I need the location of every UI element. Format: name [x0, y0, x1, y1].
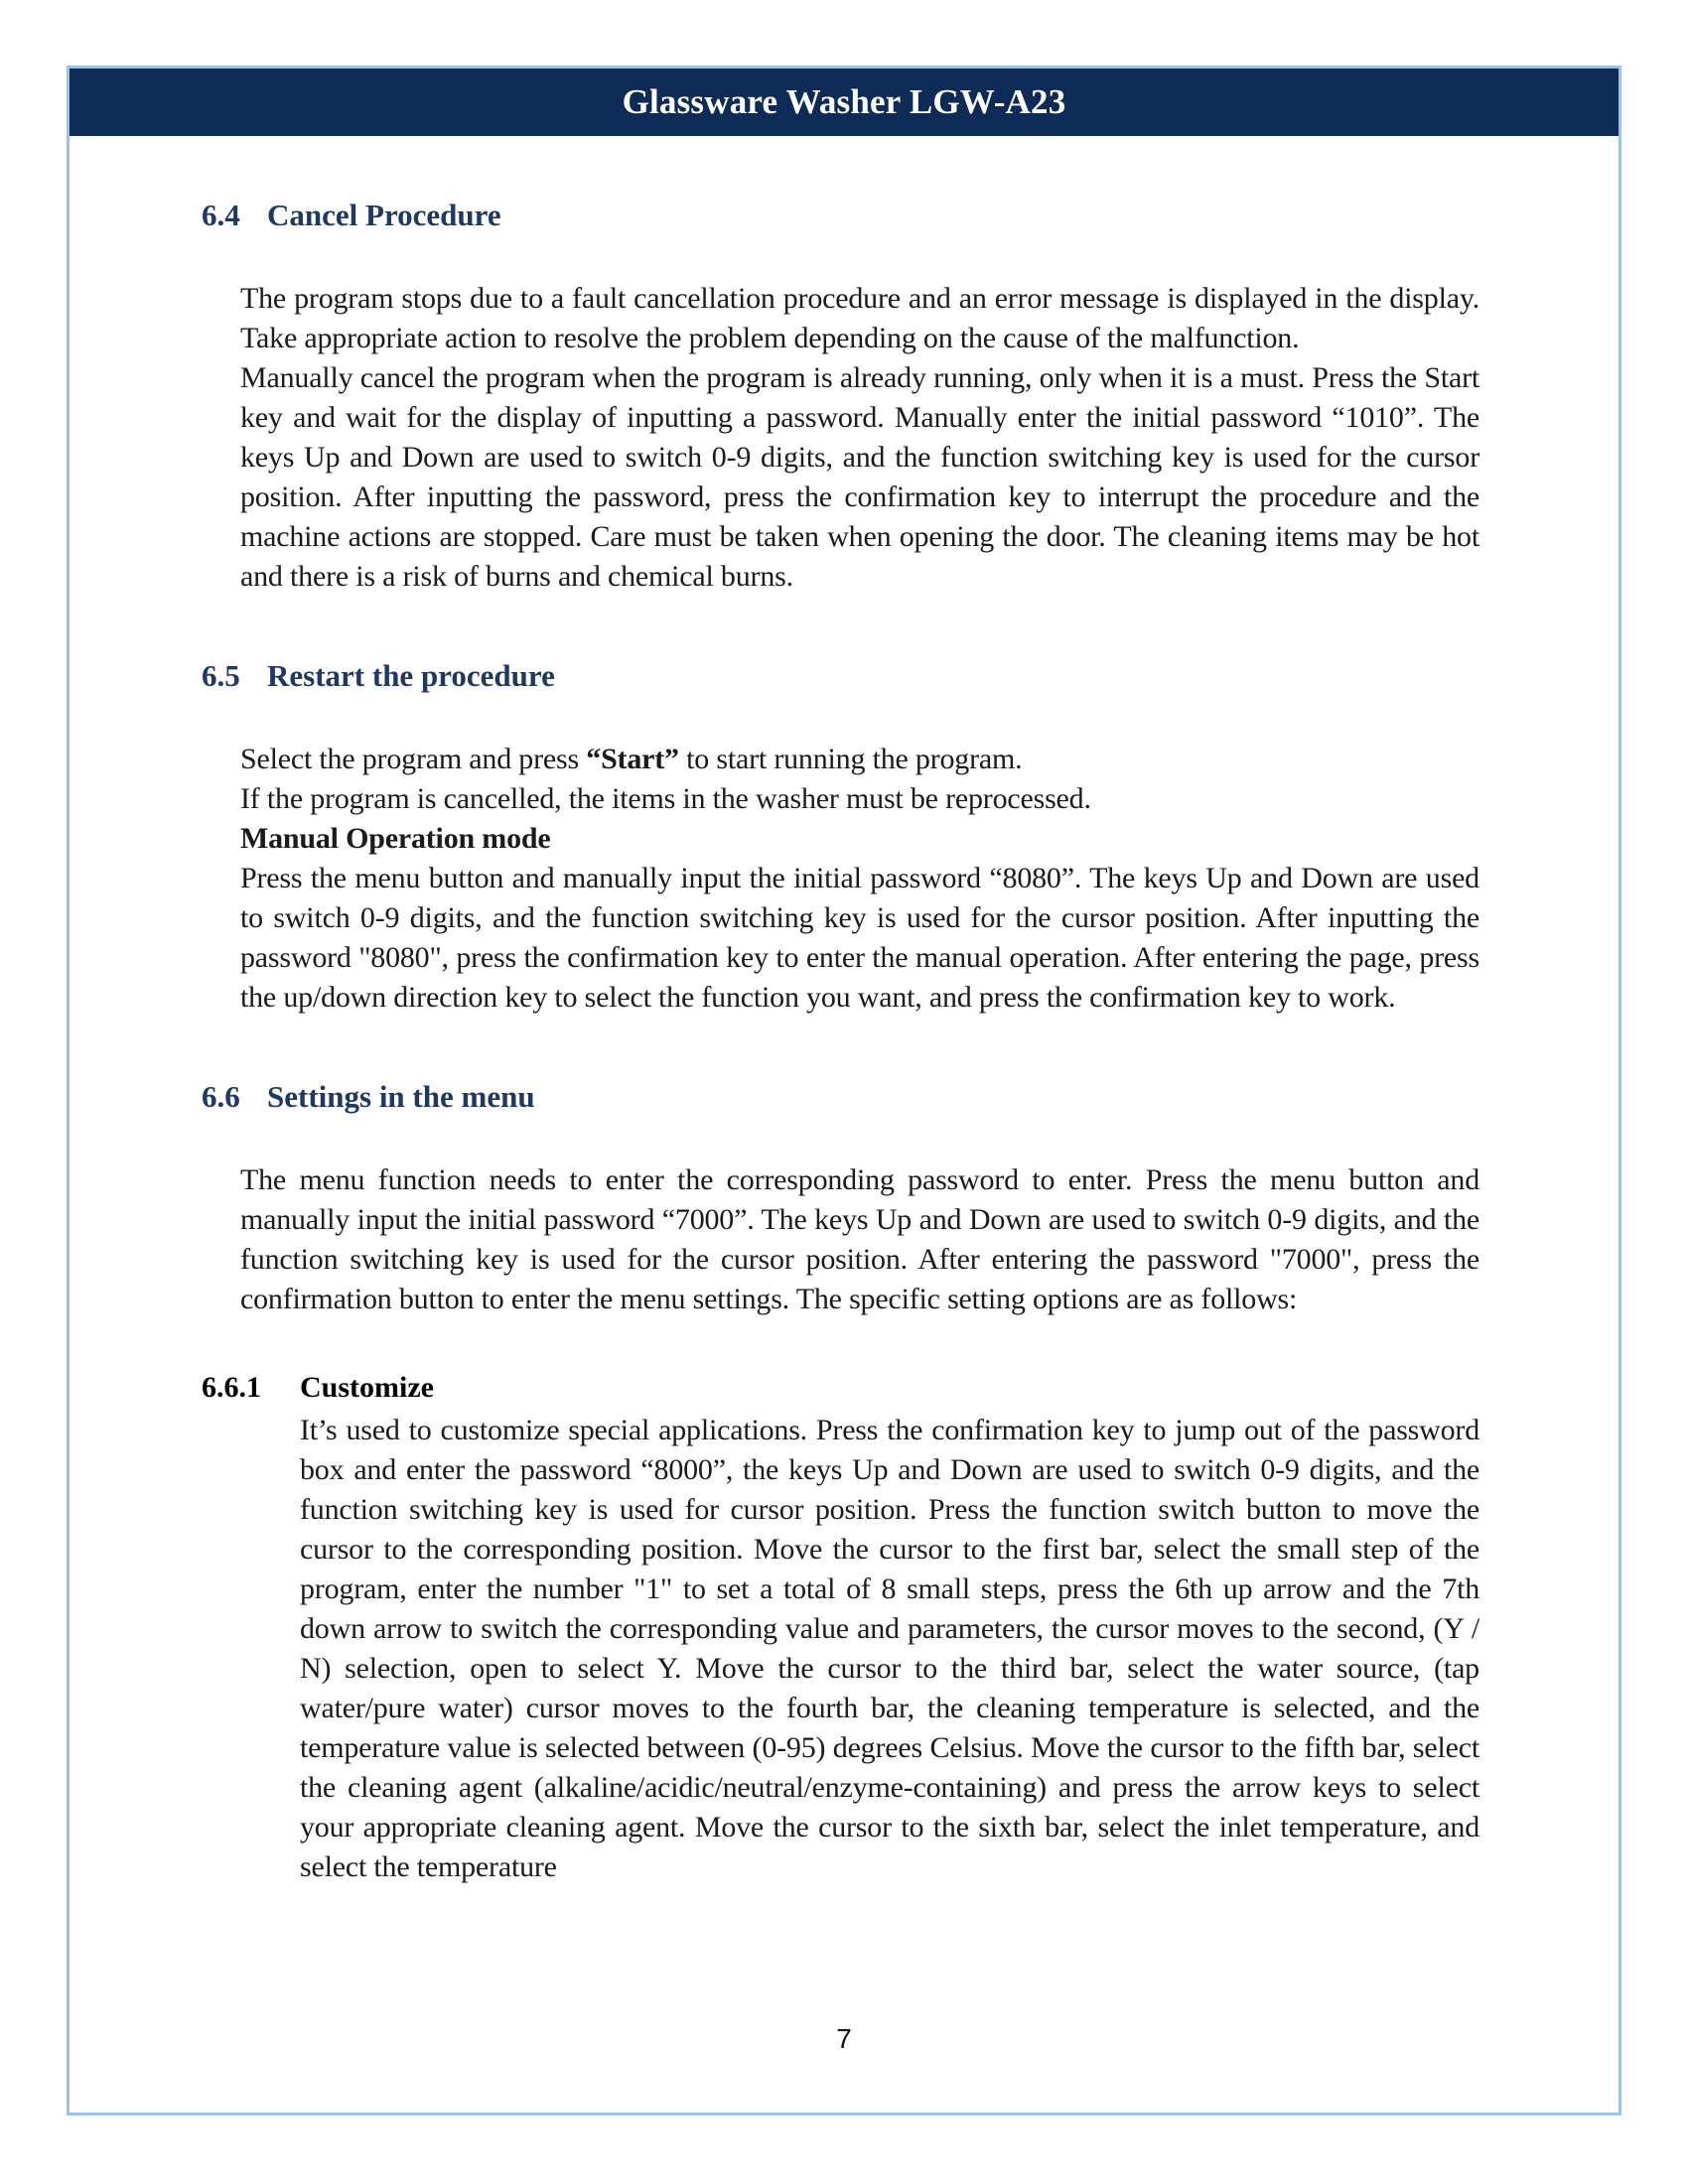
- subsection-heading: [202, 1371, 1479, 1405]
- paragraph: Manually cancel the program when the program is already running, only when it is a must. Press the Start key and wait for the display of inputting a password. Manually enter the initial password “1010”. The keys Up and Down are used to switch 0-9 digits, and the function switching key is used for the cursor position. After inputting the password, press the confirmation key to interrupt the procedure and the machine actions are stopped. Care must be taken when opening the door. The cleaning items may be hot and there is a risk of burns and chemical burns.: [240, 361, 1479, 593]
- document-body: [70, 198, 1618, 1887]
- page-border-frame: [67, 66, 1621, 2116]
- section-title: Restart the procedure: [267, 658, 555, 693]
- section-body: [240, 279, 1479, 597]
- section-number: 6.5: [202, 658, 240, 693]
- paragraph: If the program is cancelled, the items in the washer must be reprocessed.: [240, 782, 1091, 815]
- paragraph: Select the program and press “Start” to start running the program.: [240, 743, 1023, 775]
- paragraph: The menu function needs to enter the corresponding password to enter. Press the menu button and manually input the initial password “7000”. The keys Up and Down are used to switch 0-9 digits, and the function switching key is used for the cursor position. After entering the password "7000", press the confirmation button to enter the menu settings. The specific setting options are as follows:: [240, 1163, 1479, 1315]
- paragraph: The program stops due to a fault cancellation procedure and an error message is displayed in the display. Take appropriate action to resolve the problem depending on the cause of the malfunction.: [240, 282, 1479, 354]
- page-footer: [70, 2023, 1618, 2055]
- section-6-5: [202, 658, 1479, 1018]
- paragraph: Press the menu button and manually input the initial password “8080”. The keys Up and Down are used to switch 0-9 digits, and the function switching key is used for the cursor position. After inputting the password "8080", press the confirmation key to enter the manual operation. After entering the page, press the up/down direction key to select the function you want, and press the confirmation key to work.: [240, 862, 1479, 1014]
- section-number: 6.6: [202, 1079, 240, 1114]
- section-heading: [202, 658, 1479, 694]
- section-body: [240, 1160, 1479, 1319]
- section-number: 6.6.1: [202, 1371, 261, 1404]
- section-6-4: [202, 198, 1479, 597]
- section-heading: [202, 198, 1479, 233]
- section-title: Customize: [300, 1371, 434, 1404]
- section-title: Settings in the menu: [267, 1079, 535, 1114]
- header-bar: [70, 68, 1618, 136]
- section-heading: [202, 1079, 1479, 1115]
- section-6-6: [202, 1079, 1479, 1887]
- section-title: Cancel Procedure: [267, 198, 501, 232]
- paragraph: Manual Operation mode: [240, 822, 551, 855]
- section-number: 6.4: [202, 198, 240, 232]
- page-number: 7: [836, 2023, 852, 2054]
- document-title: Glassware Washer LGW-A23: [622, 82, 1066, 121]
- subsection-6-6-1: [202, 1371, 1479, 1887]
- paragraph: It’s used to customize special applications. Press the confirmation key to jump out of the password box and enter the password “8000”, the keys Up and Down are used to switch 0-9 digits, and the function switching key is used for cursor position. Press the function switch button to move the cursor to the corresponding position. Move the cursor to the first bar, select the small step of the program, enter the number "1" to set a total of 8 small steps, press the 6th up arrow and the 7th down arrow to switch the corresponding value and parameters, the cursor moves to the second, (Y / N) selection, open to select Y. Move the cursor to the third bar, select the water source, (tap water/pure water) cursor moves to the fourth bar, the cleaning temperature is selected, and the temperature value is selected between (0-95) degrees Celsius. Move the cursor to the fifth bar, select the cleaning agent (alkaline/acidic/neutral/enzyme-containing) and press the arrow keys to select your appropriate cleaning agent. Move the cursor to the sixth bar, select the inlet temperature, and select the temperature: [300, 1414, 1479, 1883]
- subsection-body: [300, 1411, 1479, 1887]
- section-body: [240, 740, 1479, 1018]
